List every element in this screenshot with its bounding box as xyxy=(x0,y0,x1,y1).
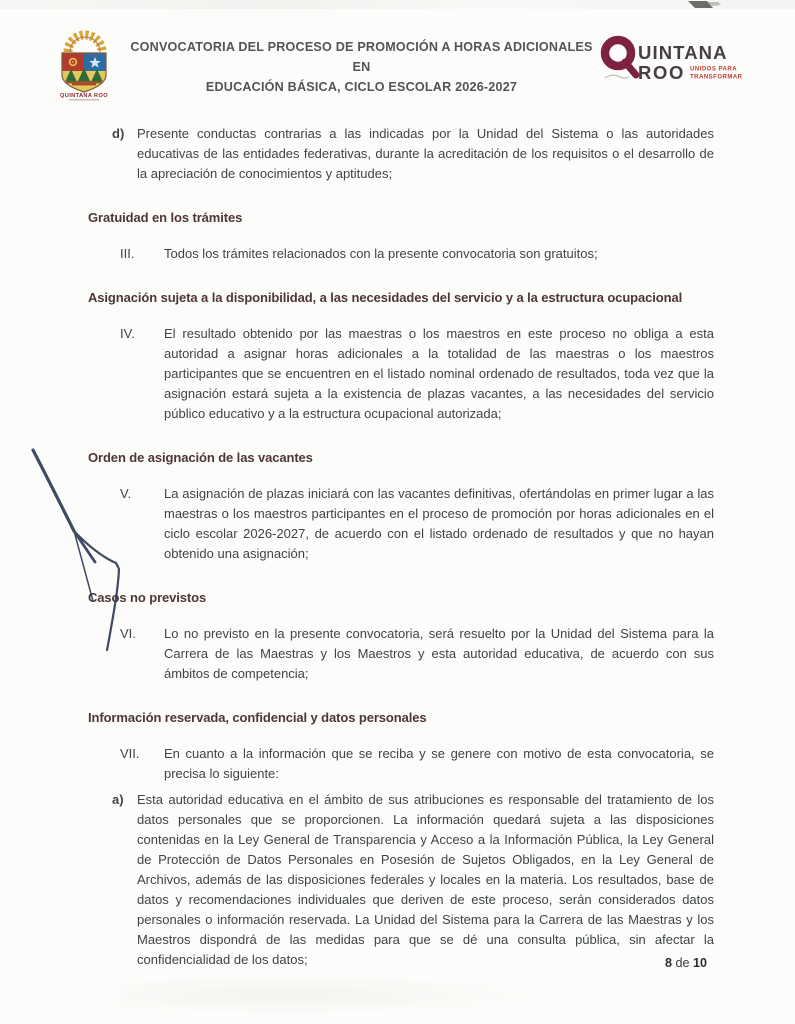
page-number-total: 10 xyxy=(692,956,707,970)
list-item xyxy=(88,790,714,970)
scan-artifact-blotch xyxy=(120,975,540,1015)
item-label: d) xyxy=(112,126,125,141)
page-number-separator: de xyxy=(675,956,690,970)
item-text: Lo no previsto en la presente convocatoria, será resuelto por la Unidad del Sistema para la Carrera de las Maestras y los Maestros y esta autoridad educativa, de acuerdo con sus ámbitos de competencia; xyxy=(164,626,714,681)
list-item xyxy=(88,484,714,564)
item-text: Todos los trámites relacionados con la presente convocatoria son gratuitos; xyxy=(164,246,598,261)
brand-tagline-1: UNIDOS PARA xyxy=(690,66,738,73)
list-item xyxy=(88,744,714,784)
list-item xyxy=(88,624,714,684)
list-item xyxy=(88,324,714,424)
quintana-roo-logo-icon xyxy=(597,32,769,86)
page-number-current: 8 xyxy=(664,956,672,970)
title-line-2: EDUCACIÓN BÁSICA, CICLO ESCOLAR 2026-2027 xyxy=(205,80,518,95)
item-label: a) xyxy=(112,792,124,807)
section-heading: Asignación sujeta a la disponibilidad, a las necesidades del servicio y a la estructura ocupacional xyxy=(88,290,683,305)
item-label: V. xyxy=(120,486,132,501)
list-item xyxy=(88,244,714,264)
section-heading: Casos no previstos xyxy=(88,590,207,605)
document-body xyxy=(88,124,714,970)
section-heading: Gratuidad en los trámites xyxy=(88,210,243,225)
title-line-1: CONVOCATORIA DEL PROCESO DE PROMOCIÓN A HORAS ADICIONALES EN xyxy=(130,40,593,75)
item-text: Presente conductas contrarias a las indicadas por la Unidad del Sistema o las autoridades educativas de las entidades federativas, durante la acreditación de los requisitos o el desarrollo de la apreciación de conocimientos y aptitudes; xyxy=(137,126,714,181)
page-number xyxy=(665,956,707,970)
item-label: III. xyxy=(120,246,135,261)
section-heading: Orden de asignación de las vacantes xyxy=(88,450,313,465)
item-label: IV. xyxy=(120,326,135,341)
quintana-roo-wordmark-logo xyxy=(597,24,769,91)
item-text: El resultado obtenido por las maestras o los maestros en este proceso no obliga a esta autoridad a asignar horas adicionales a la totalidad de las maestras o los maestros participantes que se encuentren en el listado nominal ordenado de resultados, toda vez que la asignación estará sujeta a la existencia de plazas vacantes, a las necesidades del servicio público educativo y a la estructura ocupacional autorizada; xyxy=(164,326,714,421)
item-text: Esta autoridad educativa en el ámbito de sus atribuciones es responsable del tratamiento de los datos personales que se proporcionen. La información quedará sujeta a las disposiciones contenidas en la Ley General de Transparencia y Acceso a la Información Pública, la Ley General de Protección de Datos Personales en Posesión de Sujetos Obligados, en la Ley General de Archivos, además de las disposiciones federales y locales en la materia. Los resultados, base de datos y recomendaciones individuales que deriven de este proceso, serán considerados datos personales o información reservada. La Unidad del Sistema para la Carrera de las Maestras y los Maestros dispondrá de las medidas para que se dé una consulta pública, sin afectar la confidencialidad de los datos; xyxy=(137,792,714,967)
brand-tagline-2: TRANSFORMAR xyxy=(690,74,743,81)
coat-of-arms-icon xyxy=(42,24,126,102)
item-text: En cuanto a la información que se reciba y se genere con motivo de esta convocatoria, se precisa lo siguiente: xyxy=(164,746,714,781)
page-header xyxy=(0,24,795,107)
page-title xyxy=(126,24,597,97)
scan-artifact-streak xyxy=(0,0,795,9)
section-heading: Información reservada, confidencial y datos personales xyxy=(88,710,427,725)
list-item xyxy=(88,124,714,184)
coat-of-arms-logo xyxy=(42,24,126,107)
item-text: La asignación de plazas iniciará con las vacantes definitivas, ofertándolas en primer lugar a las maestras o los maestros participantes en el proceso de promoción por horas adicionales en el ciclo escolar 2026-2027, de acuerdo con el listado ordenado de resultados y que no hayan obtenido una asignación; xyxy=(164,486,714,561)
crest-caption: QUINTANA ROO xyxy=(60,93,108,99)
wordmark-bottom: ROO xyxy=(638,62,685,83)
item-label: VII. xyxy=(120,746,140,761)
wordmark-top: UINTANA xyxy=(638,42,728,63)
item-label: VI. xyxy=(120,626,136,641)
